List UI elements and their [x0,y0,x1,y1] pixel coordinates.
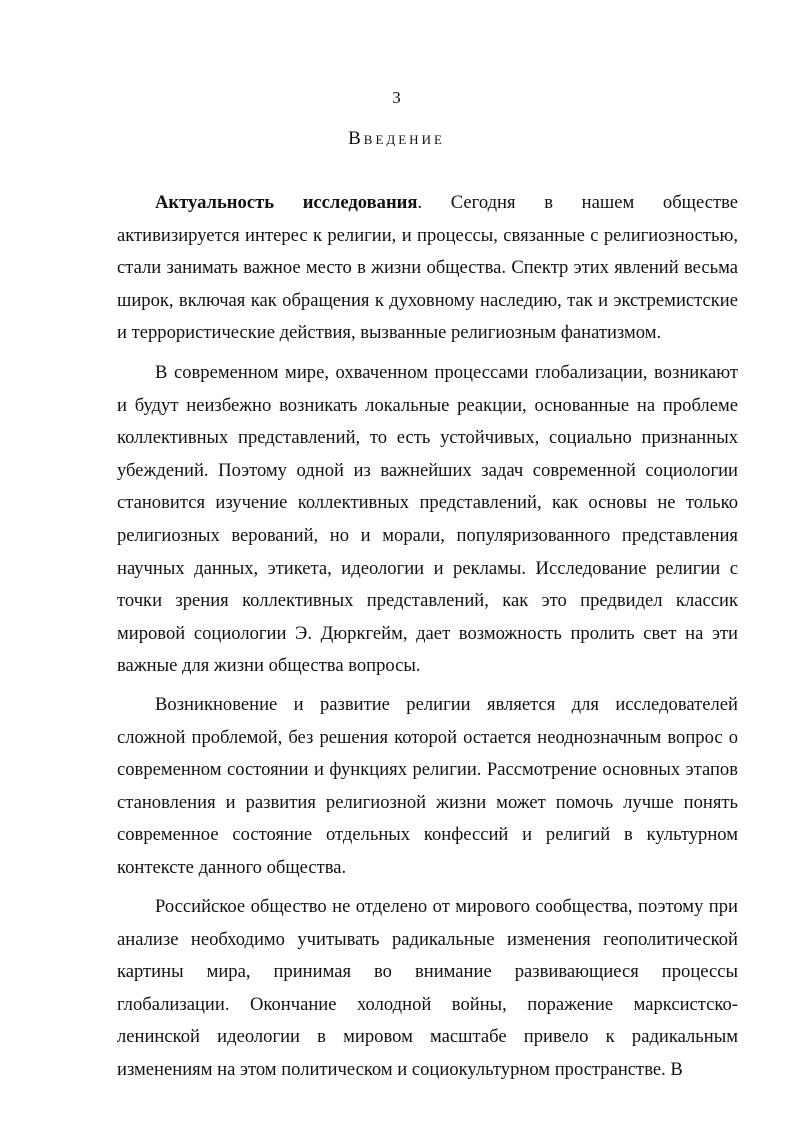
relevance-lead: Актуальность исследования [155,192,418,213]
paragraph-relevance [117,187,738,350]
paragraph-russian-society: Российское общество не отделено от мирового сообщества, поэтому при анализе необходимо учитывать радикальные изменения геополитической картины мира, принимая во внимание развивающиеся процессы глобализации. Окончание холодной войны, поражение марксистско-ленинской идеологии в мировом масштабе привело к радикальным изменениям на этом политическом и социокультурном пространстве. В [117,896,738,1080]
page-number: 3 [392,88,401,107]
paragraph-globalization: В современном мире, охваченном процессами глобализации, возникают и будут неизбежно возникать локальные реакции, основанные на проблеме коллективных представлений, то есть устойчивых, социально признанных убеждений. Поэтому одной из важнейших задач современной социологии становится изучение коллективных представлений, как основы не только религиозных верований, но и морали, популяризованного представления научных данных, этикета, идеологии и рекламы. Исследование религии с точки зрения коллективных представлений, как это предвидел классик мировой социологии Э. Дюркгейм, дает возможность пролить свет на эти важные для жизни общества вопросы. [117,362,738,677]
relevance-text: Сегодня в нашем обществе активизируется интерес к религии, и процессы, связанные с религиозностью, стали занимать важное место в жизни общества. Спектр этих явлений весьма широк, включая как обращения к духовному наследию, так и экстремистские и террористические действия, вызванные религиозным фанатизмом. [117,192,738,344]
paragraph-religion-development: Возникновение и развитие религии является для исследователей сложной проблемой, без решения которой остается неоднозначным вопрос о современном состоянии и функциях религии. Рассмотрение основных этапов становления и развития религиозной жизни может помочь лучше понять современное состояние отдельных конфессий и религий в культурном контексте данного общества. [117,694,738,878]
section-heading: Введение [348,128,445,149]
relevance-lead-period: . [417,192,423,213]
